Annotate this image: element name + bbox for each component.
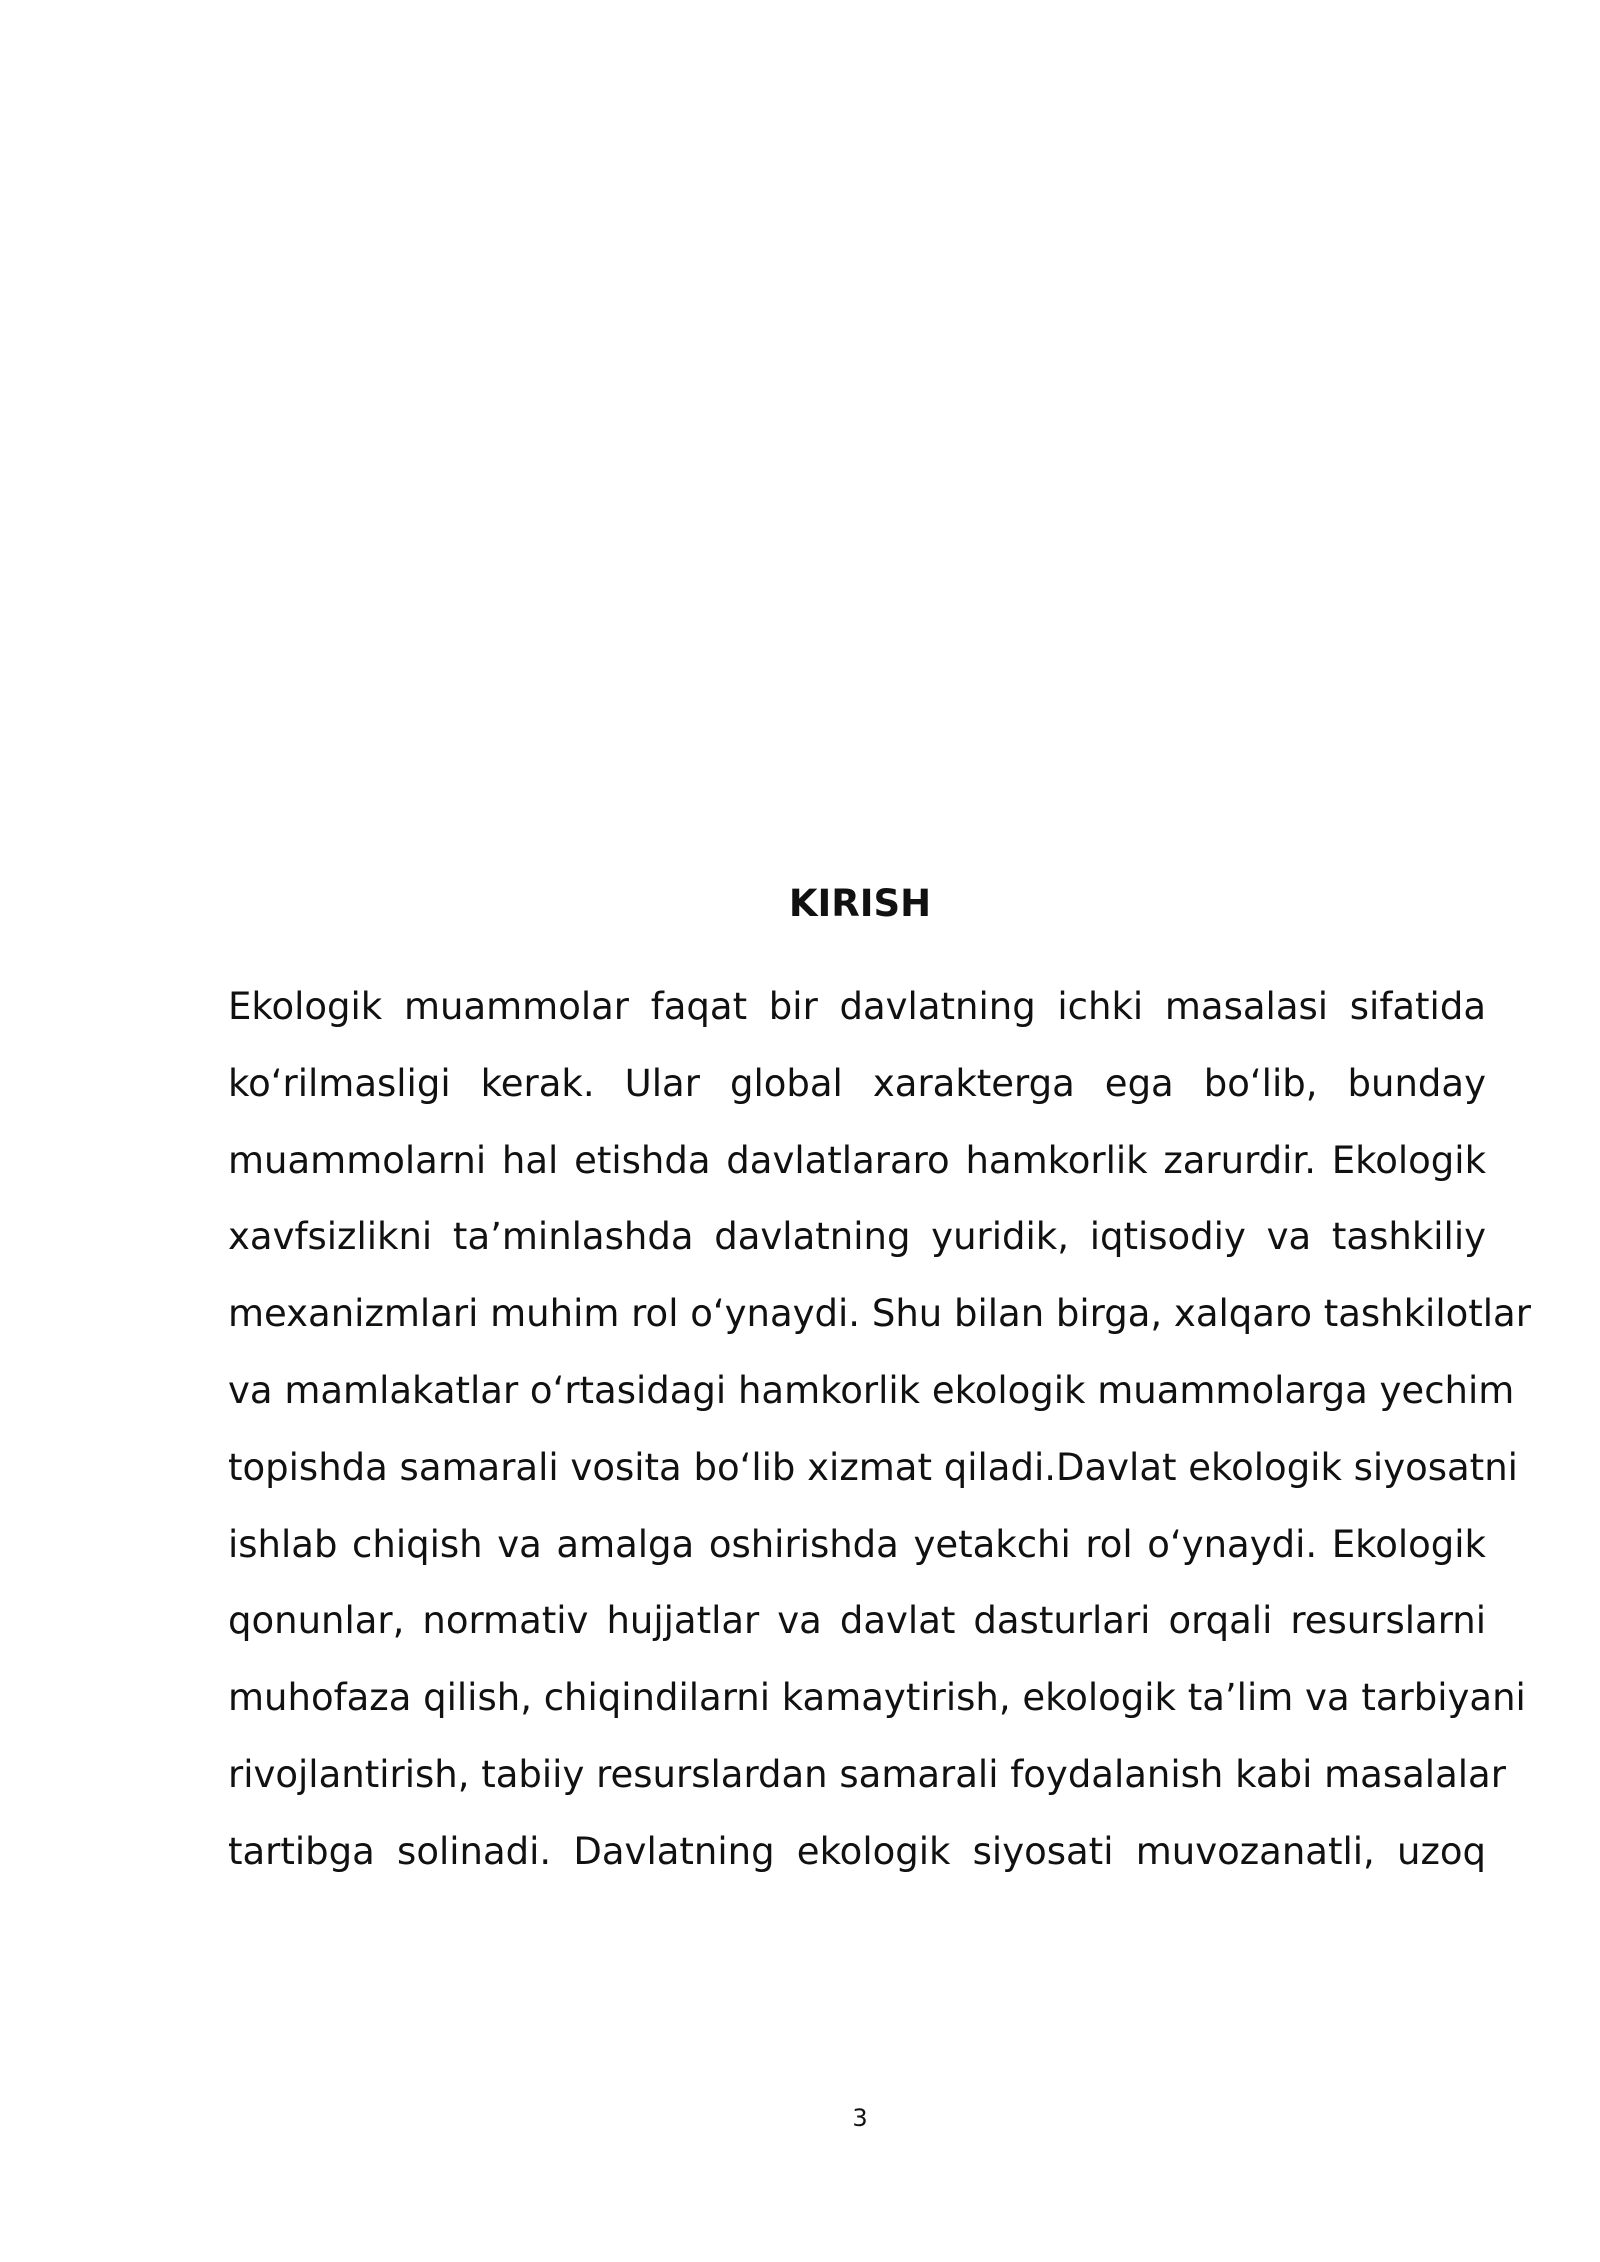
paragraph-line: muhofaza qilish, chiqindilarni kamaytirish, ekologik ta’lim va tarbiyani bbox=[228, 1676, 1526, 1720]
paragraph-line: ko‘rilmasligi kerak. Ular global xarakterga ega bo‘lib, bunday bbox=[228, 1061, 1486, 1105]
paragraph-line: Ekologik muammolar faqat bir davlatning ichki masalasi sifatida bbox=[228, 985, 1486, 1028]
paragraph-line: xavfsizlikni ta’minlashda davlatning yuridik, iqtisodiy va tashkiliy bbox=[228, 1215, 1486, 1259]
paragraph-line: ishlab chiqish va amalga oshirishda yetakchi rol o‘ynaydi. Ekologik bbox=[228, 1522, 1486, 1566]
paragraph-line: topishda samarali vosita bo‘lib xizmat qiladi.Davlat ekologik siyosatni bbox=[228, 1445, 1518, 1489]
paragraph-line: rivojlantirish, tabiiy resurslardan samarali foydalanish kabi masalalar bbox=[228, 1752, 1506, 1796]
body-paragraph bbox=[228, 969, 1531, 1891]
page-number: 3 bbox=[852, 2104, 868, 2132]
paragraph-line: va mamlakatlar o‘rtasidagi hamkorlik ekologik muammolarga yechim bbox=[228, 1368, 1515, 1412]
section-heading: KIRISH bbox=[788, 882, 932, 925]
paragraph-line: mexanizmlari muhim rol o‘ynaydi. Shu bilan birga, xalqaro tashkilotlar bbox=[228, 1292, 1531, 1336]
paragraph-line: tartibga solinadi. Davlatning ekologik siyosati muvozanatli, uzoq bbox=[228, 1829, 1486, 1873]
paragraph-line: muammolarni hal etishda davlatlararo hamkorlik zarurdir. Ekologik bbox=[228, 1138, 1486, 1182]
paragraph-line: qonunlar, normativ hujjatlar va davlat dasturlari orqali resurslarni bbox=[228, 1599, 1486, 1643]
